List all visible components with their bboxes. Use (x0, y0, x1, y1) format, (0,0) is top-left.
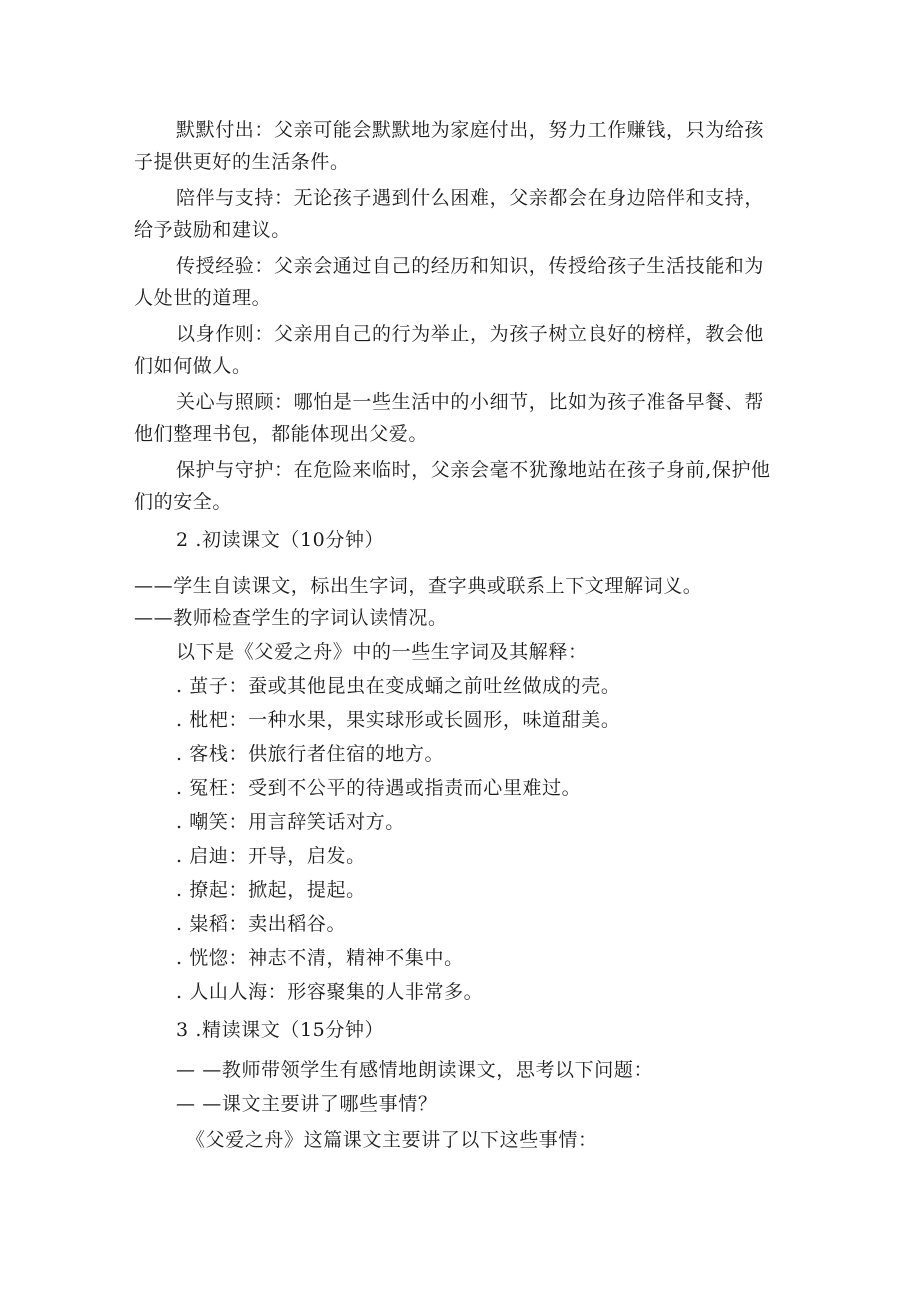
paragraph-6-line-1: 保护与守护：在危险来临时，父亲会毫不犹豫地站在孩子身前,保护他 (176, 459, 771, 481)
section-3-item-1: — —教师带领学生有感情地朗读课文，思考以下问题： (176, 1059, 654, 1081)
paragraph-4-line-1: 以身作则：父亲用自己的行为举止，为孩子树立良好的榜样，教会他 (176, 323, 765, 345)
vocab-item-6: . 启迪：开导，启发。 (176, 845, 366, 867)
section-3-heading: 3 .精读课文（15分钟） (176, 1019, 385, 1041)
section-2-heading: 2 .初读课文（10分钟） (176, 529, 385, 551)
section-2-item-2: ——教师检查学生的字词认读情况。 (134, 607, 448, 629)
vocab-item-9: . 恍惚：神志不清，精神不集中。 (176, 947, 464, 969)
paragraph-2-line-2: 给予鼓励和建议。 (134, 219, 291, 241)
vocab-item-2: . 枇杷：一种水果，果实球形或长圆形，味道甜美。 (176, 709, 621, 731)
paragraph-5-line-2: 他们整理书包，都能体现出父爱。 (134, 423, 429, 445)
vocab-item-1: . 茧子：蚕或其他昆虫在变成蛹之前吐丝做成的壳。 (176, 675, 621, 697)
section-3-summary-intro: 《父爱之舟》这篇课文主要讲了以下这些事情： (186, 1129, 598, 1151)
paragraph-1-line-1: 默默付出：父亲可能会默默地为家庭付出，努力工作赚钱，只为给孩 (176, 119, 765, 141)
paragraph-5-line-1: 关心与照顾：哪怕是一些生活中的小细节，比如为孩子准备早餐、帮 (176, 391, 765, 413)
paragraph-1-line-2: 子提供更好的生活条件。 (134, 151, 350, 173)
section-2-intro: 以下是《父爱之舟》中的一些生字词及其解释： (176, 641, 588, 663)
vocab-item-7: . 撩起：掀起，提起。 (176, 879, 366, 901)
paragraph-6-line-2: 们的安全。 (134, 491, 233, 513)
vocab-item-4: . 冤枉：受到不公平的待遇或指责而心里难过。 (176, 777, 582, 799)
paragraph-3-line-2: 人处世的道理。 (134, 287, 272, 309)
vocab-item-5: . 嘲笑：用言辞笑话对方。 (176, 811, 405, 833)
paragraph-3-line-1: 传授经验：父亲会通过自己的经历和知识，传授给孩子生活技能和为 (176, 255, 765, 277)
paragraph-4-line-2: 们如何做人。 (134, 355, 252, 377)
paragraph-2-line-1: 陪伴与支持：无论孩子遇到什么困难，父亲都会在身边陪伴和支持， (176, 187, 765, 209)
section-2-item-1: ——学生自读课文，标出生字词，查字典或联系上下文理解词义。 (134, 575, 703, 597)
vocab-item-10: . 人山人海：形容聚集的人非常多。 (176, 981, 484, 1003)
vocab-item-8: . 粜稻：卖出稻谷。 (176, 913, 347, 935)
section-3-item-2: — —课文主要讲了哪些事情？ (176, 1093, 438, 1115)
vocab-item-3: . 客栈：供旅行者住宿的地方。 (176, 743, 445, 765)
